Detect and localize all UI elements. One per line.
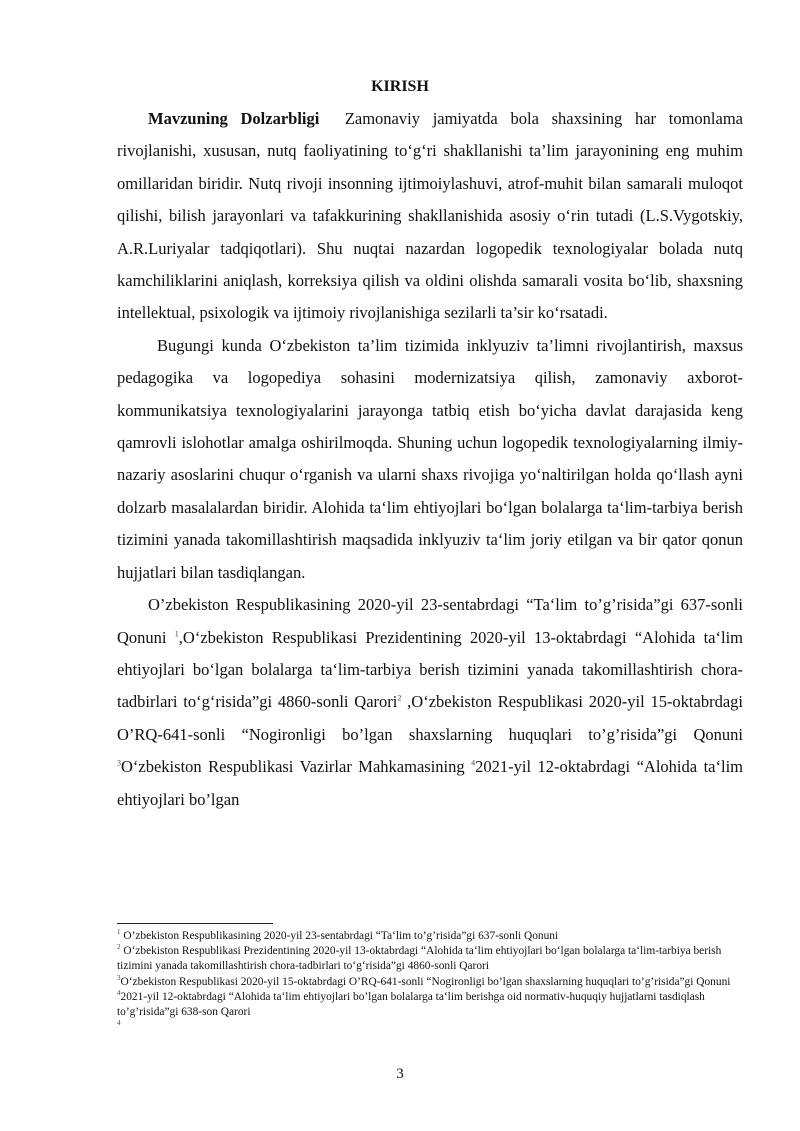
footnote-text: 2021-yil 12-oktabrdagi “Alohida ta‘lim ehtiyojlari bo’lgan bolalarga ta‘lim berishga oid normativ-huquqiy hujjatlarni tasdiqlash to’g’risida”gi 638-son Qarori <box>117 990 705 1019</box>
footnote-number: 4 <box>117 1019 121 1028</box>
footnote-number: 4 <box>117 989 121 998</box>
footnote-number: 3 <box>117 973 121 982</box>
paragraph-lead: Mavzuning Dolzarbligi <box>148 109 320 128</box>
footnote-text: O‘zbekiston Respublikasi Prezidentining 2020-yil 13-oktabrdagi “Alohida ta‘lim ehtiyojlari bo‘lgan bolalarga ta‘lim-tarbiya berish tizimini yanada takomillashtirish chora-tadbirlari to‘g‘risida”gi 4860-sonli Qarori <box>117 945 722 973</box>
page-number: 3 <box>396 1066 404 1082</box>
footnote-4 <box>117 990 743 1020</box>
paragraph-1 <box>117 103 743 330</box>
footnote-number: 1 <box>117 928 121 937</box>
footnote-ref-4[interactable]: 4 <box>471 758 476 768</box>
paragraph-2: Bugungi kunda O‘zbekiston ta’lim tizimida inklyuziv ta’limni rivojlantirish, maxsus pedagogika va logopediya sohasini modernizatsiya qilish, zamonaviy axborot-kommunikatsiya texnologiyalarini jarayonga tatbiq etish bo‘yicha davlat darajasida keng qamrovli islohotlar amalga oshirilmoqda. Shuning uchun logopedik texnologiyalarning ilmiy-nazariy asoslarini chuqur o‘rganish va ularni shaxs rivojiga yo‘naltirilgan holda qo‘llash ayni dolzarb masalalardan biridir. Alohida ta‘lim ehtiyojlari bo‘lgan bolalarga ta‘lim-tarbiya berish tizimini yanada takomillashtirish maqsadida inklyuziv ta‘lim joriy etilgan va bir qator qonun hujjatlari bilan tasdiqlangan. <box>117 335 743 582</box>
body-text <box>117 103 743 816</box>
footnote-2 <box>117 944 743 974</box>
paragraph-3-part-d: O‘zbekiston Respublikasi Vazirlar Mahkamasining <box>121 757 472 777</box>
footnote-ref-2[interactable]: 2 <box>397 693 402 703</box>
paragraph-3-part-c: ,O‘zbekiston Respublikasi 2020-yil 15-oktabrdagi O’RQ-641-sonli “Nogironligi bo’lgan shaxslarning huquqlari to’g’risida”gi Qonuni <box>117 692 743 744</box>
footnote-1 <box>117 929 743 944</box>
footnote-text: O‘zbekiston Respublikasi 2020-yil 15-oktabrdagi O’RQ-641-sonli “Nogironligi bo’lgan shaxslarning huquqlari to’g’risida”gi Qonuni <box>120 975 731 988</box>
footnote-ref-3[interactable]: 3 <box>117 758 121 768</box>
page-title: KIRISH <box>371 78 429 95</box>
footnote-5 <box>117 1020 743 1035</box>
paragraph-3 <box>117 589 743 816</box>
footnotes <box>117 929 743 1035</box>
footnote-number: 2 <box>117 943 121 952</box>
footnote-text: O’zbekiston Respublikasining 2020-yil 23-sentabrdagi “Ta‘lim to’g’risida”gi 637-sonli Qonuni <box>120 930 559 942</box>
paragraph-3-part-a: O’zbekiston Respublikasining 2020-yil 23-sentabrdagi “Ta‘lim to’g’risida”gi 637-sonli Qonuni <box>117 595 743 647</box>
paragraph-3-part-e: 2021-yil 12-oktabrdagi “Alohida ta‘lim ehtiyojlari bo’lgan <box>117 757 743 809</box>
footnote-separator <box>117 923 273 924</box>
footnote-ref-1[interactable]: 1 <box>174 629 179 638</box>
paragraph-3-part-b: ,O‘zbekiston Respublikasi Prezidentining 2020-yil 13-oktabrdagi “Alohida ta‘lim ehtiyojlari bo‘lgan bolalarga ta‘lim-tarbiya berish tizimini yanada takomillashtirish chora-tadbirlari to‘g‘risida”gi 4860-sonli Qarori <box>117 627 744 712</box>
paragraph-1-text: Zamonaviy jamiyatda bola shaxsining har tomonlama rivojlanishi, xususan, nutq faoliyatining to‘g‘ri shakllanishi ta’lim jarayonining eng muhim omillaridan biridir. Nutq rivoji insonning ijtimoiylashuvi, atrof-muhit bilan samarali muloqot qilishi, bilish jarayonlari va tafakkurining shakllanishida asosiy o‘rin tutadi (L.S.Vygotskiy, A.R.Luriyalar tadqiqotlari). Shu nuqtai nazardan logopedik texnologiyalar bolada nutq kamchiliklarini aniqlash, korreksiya qilish va oldini olishda samarali vosita bo‘lib, shaxsning intellektual, psixologik va ijtimoiy rivojlanishiga sezilarli ta’sir ko‘rsatadi. <box>117 109 743 323</box>
footnote-3 <box>117 975 743 990</box>
